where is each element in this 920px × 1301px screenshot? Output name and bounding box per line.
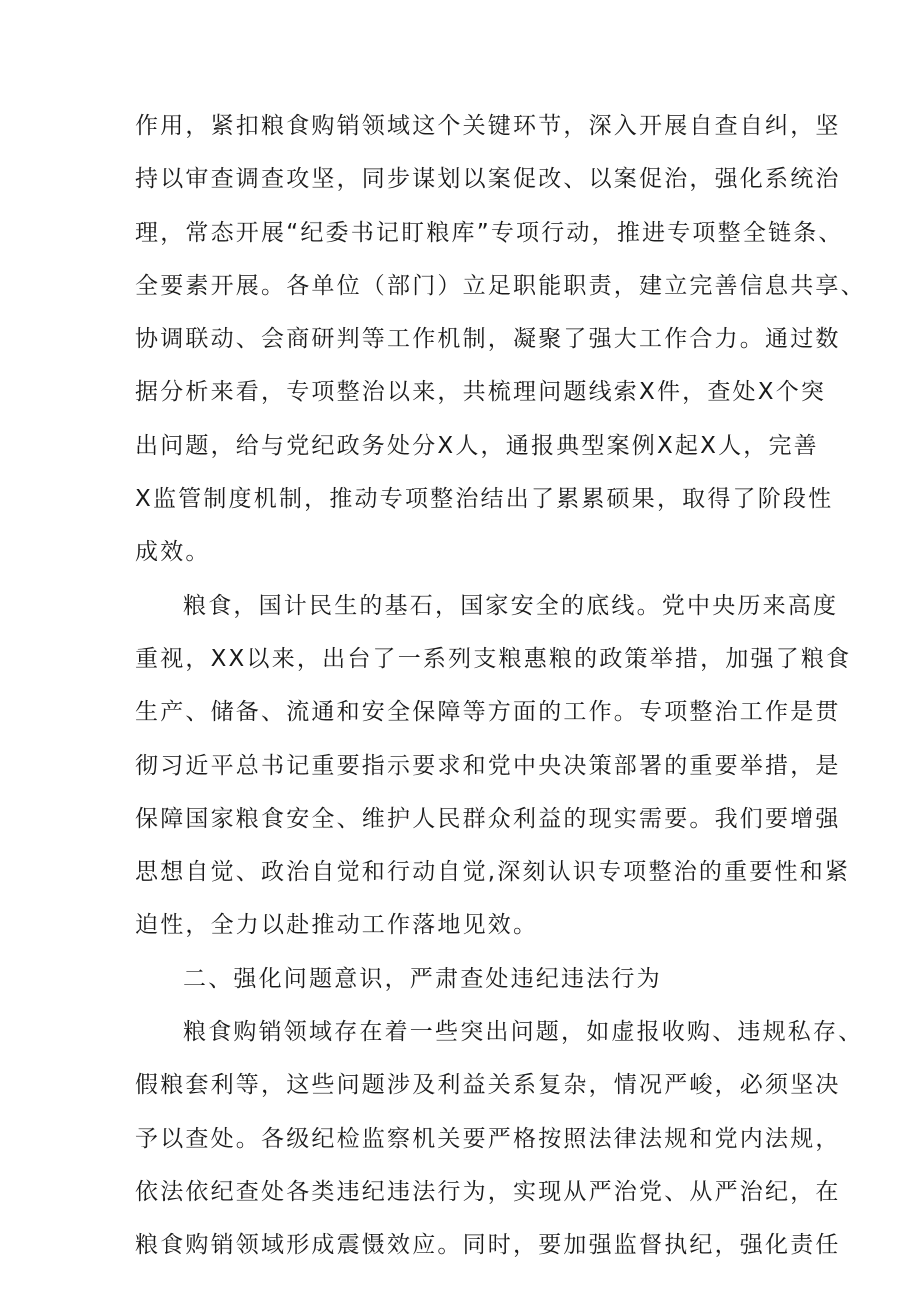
text-line: 重视，XX以来，出台了一系列支粮惠粮的政策举措，加强了粮食 (135, 645, 852, 672)
document-body (135, 100, 866, 1273)
text-line: X监管制度机制，推动专项整治结出了累累硕果，取得了阶段性 (135, 486, 834, 513)
text-line: 粮食，国计民生的基石，国家安全的底线。党中央历来高度 (183, 592, 839, 619)
text-line: 持以审查调查攻坚，同步谋划以案促改、以案促治，强化系统治 (135, 166, 841, 193)
text-line: 粮食购销领域存在着一些突出问题，如虚报收购、违规私存、 (183, 1019, 864, 1046)
text-line: 成效。 (135, 539, 211, 566)
paragraph (135, 1006, 864, 1272)
paragraph (135, 580, 852, 953)
text-line: 假粮套利等，这些问题涉及利益关系复杂，情况严峻，必须坚决 (135, 1072, 841, 1099)
text-line: 全要素开展。各单位（部门）立足职能职责，建立完善信息共享、 (135, 272, 866, 299)
text-line: 协调联动、会商研判等工作机制，凝聚了强大工作合力。通过数 (135, 326, 841, 353)
text-line: 理，常态开展“纪委书记盯粮库”专项行动，推进专项整全链条、 (135, 219, 844, 246)
text-line: 迫性，全力以赴推动工作落地见效。 (135, 912, 539, 939)
text-line: 生产、储备、流通和安全保障等方面的工作。专项整治工作是贯 (135, 699, 841, 726)
text-line: 思想自觉、政治自觉和行动自觉,深刻认识专项整治的重要性和紧 (135, 859, 851, 886)
section-heading (135, 953, 795, 1006)
heading-line: 二、强化问题意识，严肃查处违纪违法行为 (183, 965, 662, 992)
paragraph (135, 100, 866, 580)
text-line: 据分析来看，专项整治以来，共梳理问题线索X件，查处X个突 (135, 379, 827, 406)
text-line: 作用，紧扣粮食购销领域这个关键环节，深入开展自查自纠，坚 (135, 113, 841, 139)
text-line: 出问题，给与党纪政务处分X人，通报典型案例X起X人，完善 (135, 432, 819, 459)
text-line: 粮食购销领域形成震慑效应。同时，要加强监督执纪，强化责任 (135, 1232, 841, 1259)
text-line: 彻习近平总书记重要指示要求和党中央决策部署的重要举措，是 (135, 752, 841, 779)
text-line: 予以查处。各级纪检监察机关要严格按照法律法规和党内法规， (135, 1125, 841, 1152)
text-line: 保障国家粮食安全、维护人民群众利益的现实需要。我们要增强 (135, 805, 841, 832)
text-line: 依法依纪查处各类违纪违法行为，实现从严治党、从严治纪，在 (135, 1178, 841, 1205)
